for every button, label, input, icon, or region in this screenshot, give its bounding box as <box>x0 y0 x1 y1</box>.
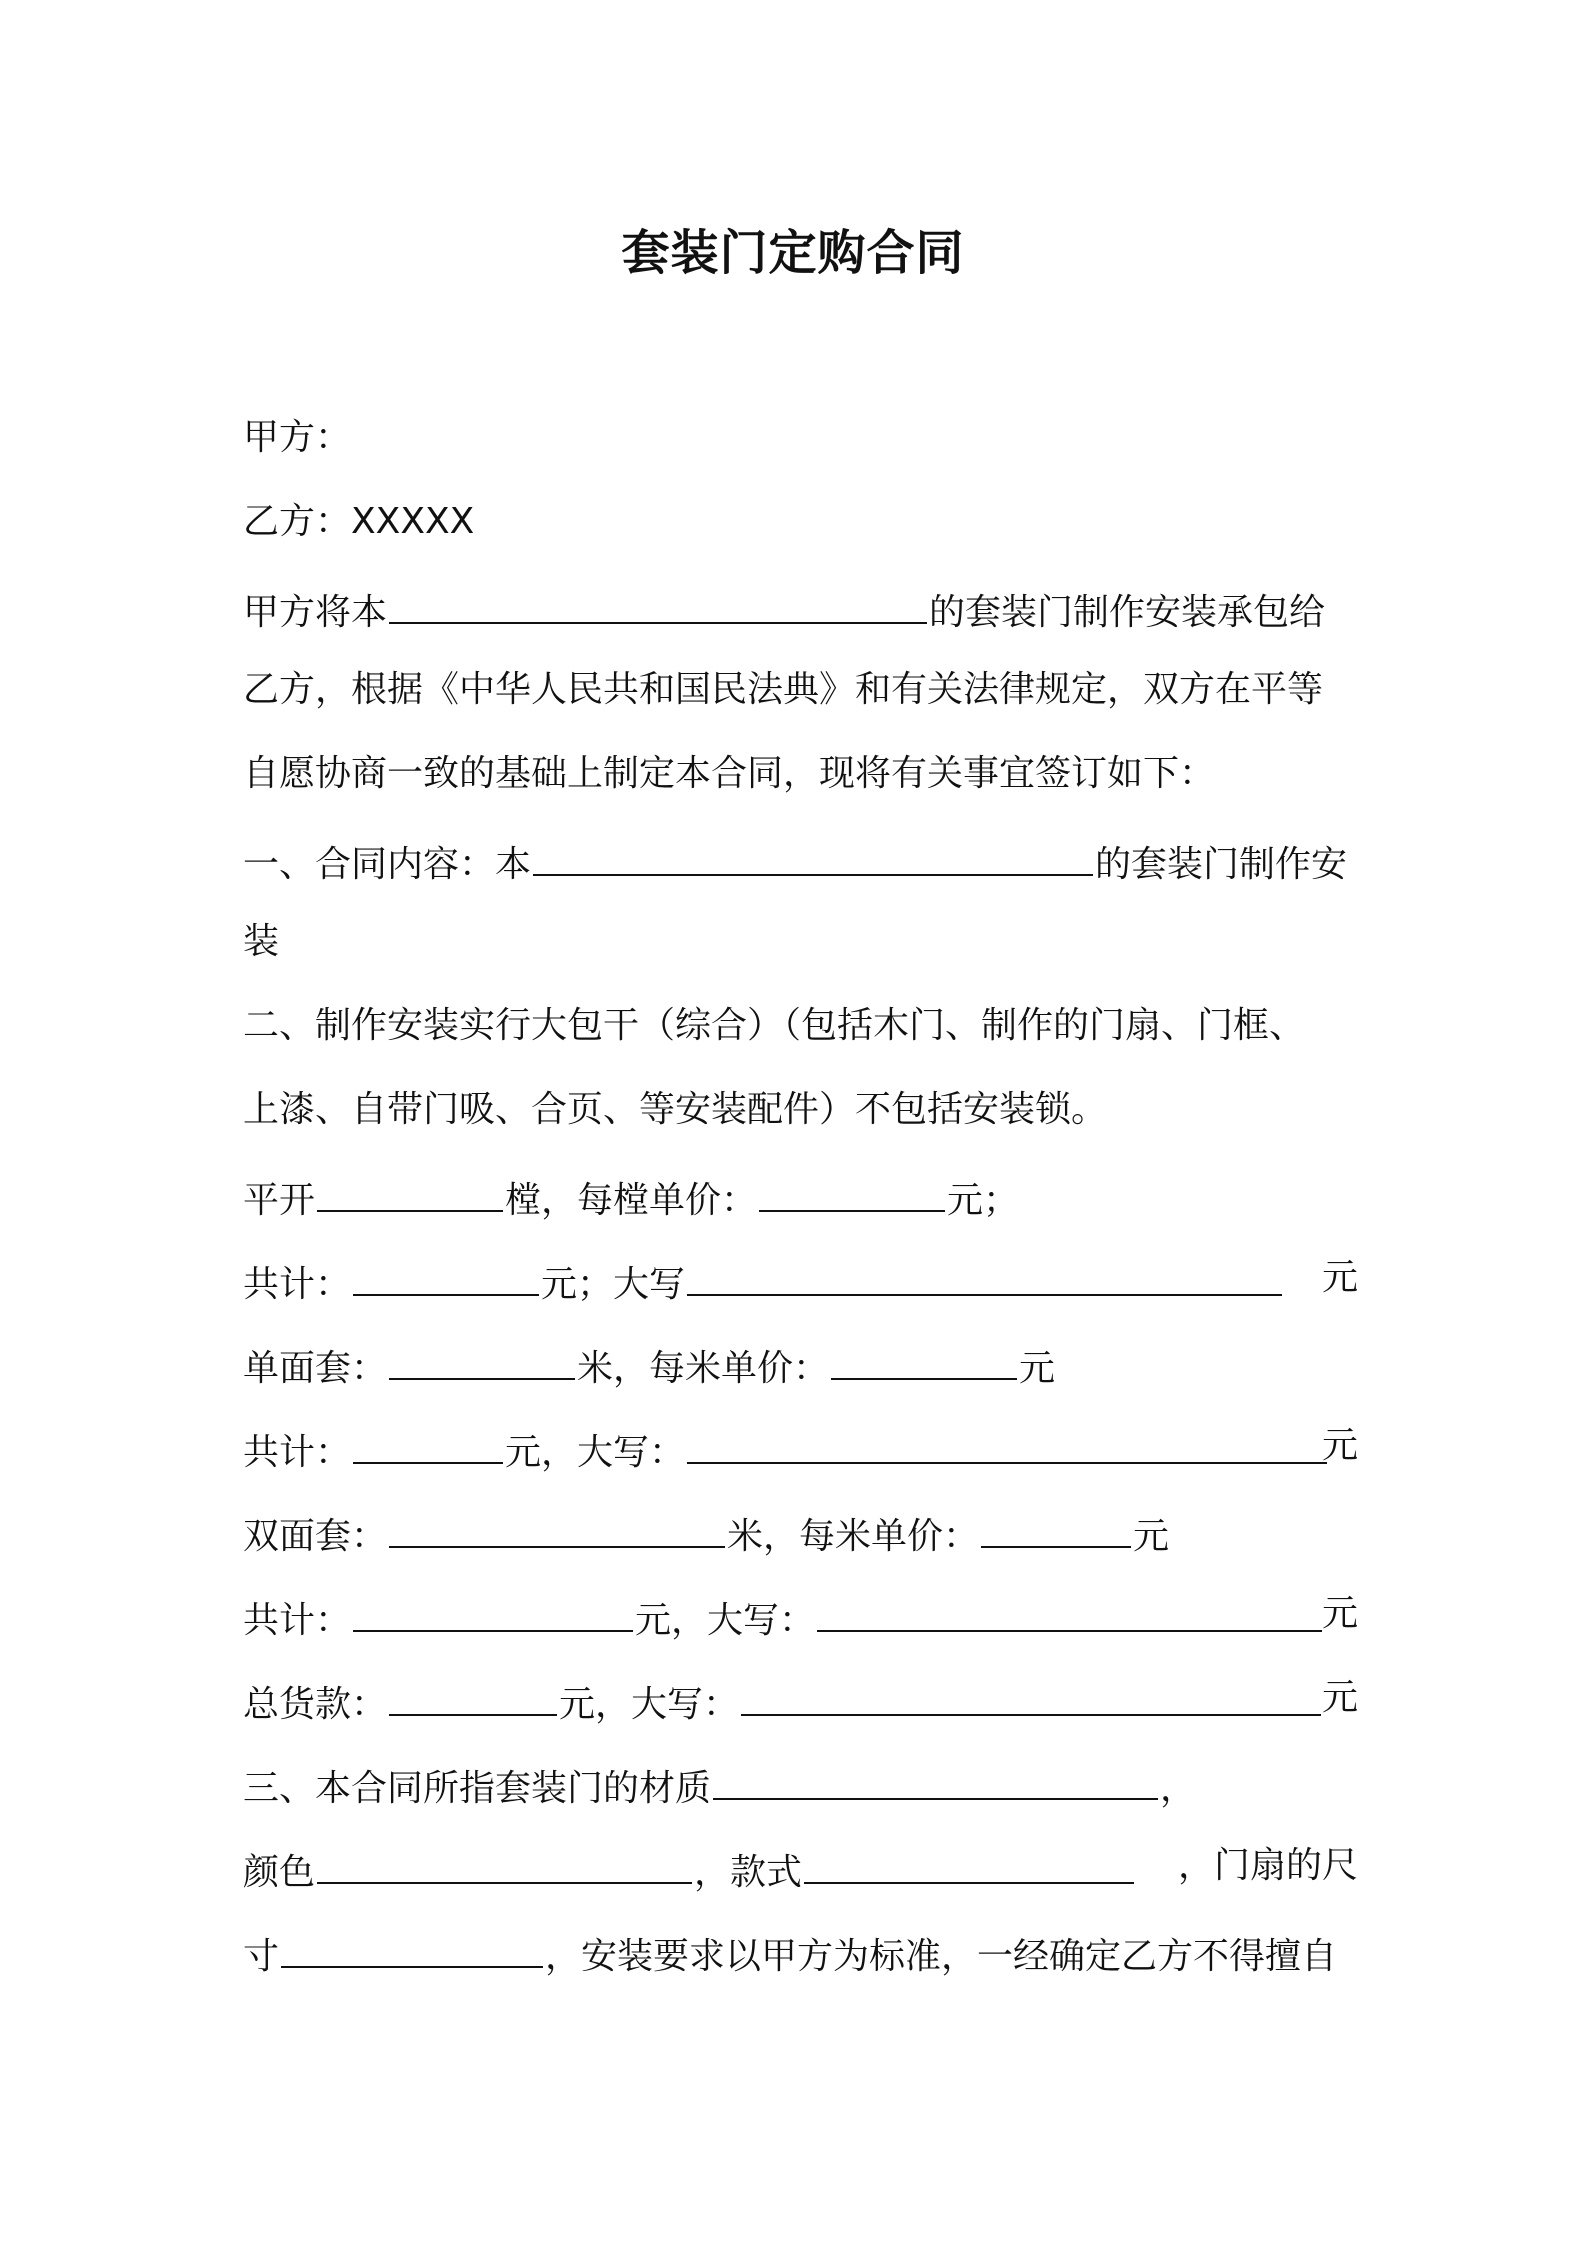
style-blank[interactable] <box>804 1836 1134 1884</box>
intro-text: 乙方，根据《中华人民共和国民法典》和有关法律规定，双方在平等 <box>243 669 1324 710</box>
total3-uppercase-blank[interactable] <box>817 1584 1322 1632</box>
total-label: 共计： <box>243 1264 352 1305</box>
section1-text: 装 <box>243 921 280 962</box>
single-frame-length-blank[interactable] <box>389 1332 575 1380</box>
party-a-label: 甲方： <box>243 417 352 458</box>
total1-uppercase-blank[interactable] <box>687 1248 1282 1296</box>
flat-open-line <box>243 1164 1358 1224</box>
section2-line-2 <box>243 1080 1358 1140</box>
single-frame-price-blank[interactable] <box>831 1332 1017 1380</box>
grand-total-unit: 元，大写： <box>559 1684 740 1725</box>
section3-line-1 <box>243 1752 1358 1812</box>
party-a-line <box>243 408 1358 468</box>
flat-open-label: 平开 <box>243 1180 316 1221</box>
party-b-line <box>243 492 1358 552</box>
section1-text: 的套装门制作安 <box>1095 844 1348 885</box>
grand-total-label: 总货款： <box>243 1684 388 1725</box>
single-frame-label: 单面套： <box>243 1348 388 1389</box>
page-title: 套装门定购合同 <box>621 225 965 281</box>
single-frame-unit: 米，每米单价： <box>577 1348 830 1389</box>
material-blank[interactable] <box>713 1752 1158 1800</box>
contract-content-blank[interactable] <box>533 828 1093 876</box>
total-label: 共计： <box>243 1432 352 1473</box>
section3-text: 三、本合同所指套装门的材质 <box>243 1768 712 1809</box>
flat-open-unit: 樘，每樘单价： <box>505 1180 758 1221</box>
project-name-blank[interactable] <box>389 576 927 624</box>
color-label: 颜色 <box>243 1852 316 1893</box>
total-unit: 元；大写 <box>541 1264 686 1305</box>
total-label: 共计： <box>243 1600 352 1641</box>
section3-line-3 <box>243 1920 1358 1980</box>
grand-total-uppercase-blank[interactable] <box>741 1668 1321 1716</box>
intro-text: 自愿协商一致的基础上制定本合同，现将有关事宜签订如下： <box>243 753 1216 794</box>
double-frame-line <box>243 1500 1358 1560</box>
total2-uppercase-blank[interactable] <box>687 1416 1327 1464</box>
flat-open-quantity-blank[interactable] <box>317 1164 503 1212</box>
double-frame-unit: 元 <box>1133 1516 1170 1557</box>
size-label: 寸 <box>243 1936 280 1977</box>
party-b-label: 乙方：XXXXX <box>243 501 475 542</box>
total-unit: 元，大写： <box>635 1600 816 1641</box>
section2-line-1 <box>243 996 1358 1056</box>
flat-open-unit: 元； <box>947 1180 1020 1221</box>
grand-total-amount-blank[interactable] <box>389 1668 557 1716</box>
intro-line-2 <box>243 660 1358 720</box>
intro-line-1 <box>243 576 1358 636</box>
total2-line <box>243 1416 1358 1476</box>
section3-text: ，安装要求以甲方为标准，一经确定乙方不得擅自 <box>545 1936 1338 1977</box>
section1-line-2 <box>243 912 1358 972</box>
section1-line-1 <box>243 828 1358 888</box>
total1-amount-blank[interactable] <box>353 1248 539 1296</box>
total-unit-end: 元 <box>1321 1425 1358 1466</box>
section3-line-2 <box>243 1836 1358 1896</box>
grand-total-line <box>243 1668 1358 1728</box>
single-frame-unit: 元 <box>1019 1348 1056 1389</box>
flat-open-price-blank[interactable] <box>759 1164 945 1212</box>
total3-line <box>243 1584 1358 1644</box>
section2-text: 上漆、自带门吸、合页、等安装配件）不包括安装锁。 <box>243 1089 1108 1130</box>
total2-amount-blank[interactable] <box>353 1416 503 1464</box>
size-blank[interactable] <box>281 1920 543 1968</box>
grand-total-unit-end: 元 <box>1321 1677 1358 1718</box>
total-unit: 元，大写： <box>505 1432 686 1473</box>
size-label: ，门扇的尺 <box>1177 1845 1358 1886</box>
total-unit-end: 元 <box>1321 1593 1358 1634</box>
color-blank[interactable] <box>317 1836 692 1884</box>
double-frame-unit: 米，每米单价： <box>727 1516 980 1557</box>
intro-text: 甲方将本 <box>243 592 388 633</box>
intro-text: 的套装门制作安装承包给 <box>929 592 1326 633</box>
double-frame-label: 双面套： <box>243 1516 388 1557</box>
total1-line <box>243 1248 1358 1308</box>
intro-line-3 <box>243 744 1358 804</box>
single-frame-line <box>243 1332 1358 1392</box>
section1-text: 一、合同内容：本 <box>243 844 532 885</box>
total-unit-end: 元 <box>1321 1257 1358 1298</box>
style-label: ，款式 <box>694 1852 803 1893</box>
double-frame-price-blank[interactable] <box>981 1500 1131 1548</box>
section2-text: 二、制作安装实行大包干（综合）（包括木门、制作的门扇、门框、 <box>243 1005 1306 1046</box>
total3-amount-blank[interactable] <box>353 1584 633 1632</box>
section3-text: ， <box>1160 1768 1197 1809</box>
double-frame-length-blank[interactable] <box>389 1500 725 1548</box>
